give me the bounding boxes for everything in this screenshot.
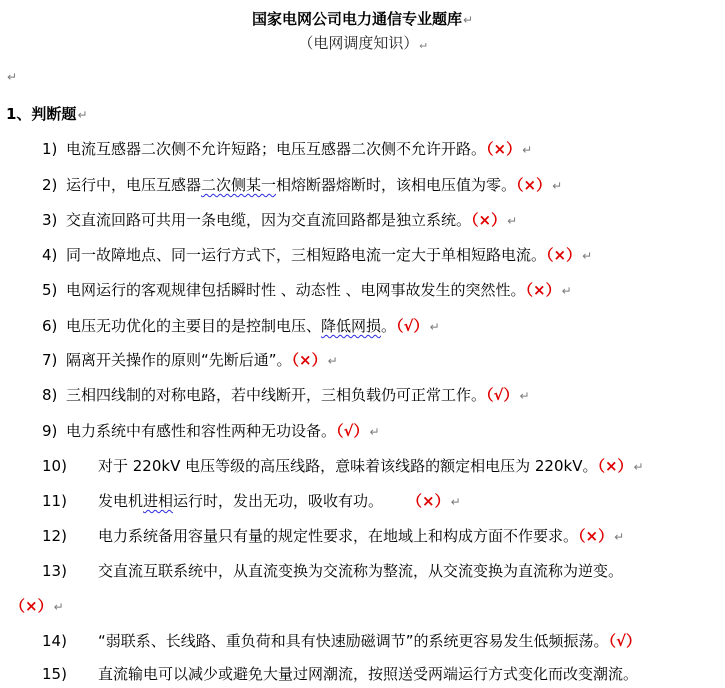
answer-mark: （×）: [486, 140, 522, 158]
question-text: 。: [381, 317, 397, 335]
question-item: [42, 560, 623, 581]
paragraph-mark-icon: ↵: [462, 13, 474, 27]
paragraph-mark-icon: ↵: [77, 108, 88, 122]
question-number: 6): [42, 317, 58, 335]
paragraph-mark-icon: ↵: [450, 495, 461, 509]
answer-mark: （×）: [291, 351, 327, 369]
question-text: 三相四线制的对称电路，若中线断开，三相负载仍可正常工作。: [66, 386, 487, 404]
question-item: [42, 490, 461, 511]
question-text-flagged: 进相: [143, 492, 174, 510]
answer-mark: （×）: [516, 176, 552, 194]
question-text: 相熔断器熔断时，该相电压值为零。: [276, 176, 517, 194]
question-text: 电流互感器二次侧不允许短路；电压互感器二次侧不允许开路。: [66, 140, 487, 158]
question-item: [42, 455, 644, 476]
paragraph-mark-icon: ↵: [369, 425, 380, 439]
paragraph-mark-icon: ↵: [507, 214, 518, 228]
question-item: [42, 174, 562, 195]
answer-mark: （×）: [578, 527, 614, 545]
paragraph-mark-icon: ↵: [7, 70, 18, 84]
question-number: 9): [42, 422, 58, 440]
document-subtitle: [0, 32, 725, 53]
question-number: 7): [42, 351, 58, 369]
answer-mark: （×）: [597, 457, 633, 475]
question-item: [42, 525, 624, 546]
question-text: 电力系统备用容量只有量的规定性要求，在地域上和构成方面不作要求。: [98, 527, 579, 545]
question-item: [42, 138, 532, 159]
question-number: 14): [42, 632, 67, 650]
question-number: 4): [42, 246, 58, 264]
question-text: 隔离开关操作的原则“先断后通”。: [66, 351, 292, 369]
question-item: [42, 315, 440, 336]
question-text: 运行时，发出无功，吸收有功。: [173, 492, 384, 510]
paragraph-mark-icon: ↵: [429, 320, 440, 334]
subtitle-text: （电网调度知识）: [298, 34, 419, 52]
paragraph-mark-icon: ↵: [582, 249, 593, 263]
document-title: [0, 8, 725, 29]
question-number: 1): [42, 140, 58, 158]
answer-mark: （×）: [525, 281, 561, 299]
question-text: 运行中，电压互感器: [66, 176, 202, 194]
question-item: [42, 663, 638, 684]
question-text: 电力系统中有感性和容性两种无功设备。: [66, 422, 337, 440]
paragraph-mark-icon: ↵: [53, 600, 64, 614]
question-item-continuation: [10, 595, 64, 616]
paragraph-mark-icon: ↵: [633, 460, 644, 474]
question-number: 8): [42, 386, 58, 404]
section-heading: [6, 103, 88, 124]
question-text-flagged: 降低网损: [321, 317, 382, 335]
answer-mark: （×）: [546, 246, 582, 264]
answer-mark: （√）: [608, 632, 642, 650]
question-text: 电网运行的客观规律包括瞬时性 、动态性 、电网事故发生的突然性。: [66, 281, 526, 299]
question-number: 11): [42, 492, 67, 510]
title-text: 国家电网公司电力通信专业题库: [251, 10, 462, 28]
question-text: 电压无功优化的主要目的是控制电压、: [66, 317, 322, 335]
question-number: 2): [42, 176, 58, 194]
question-text-flagged: 二次侧某一: [201, 176, 277, 194]
question-item: [42, 349, 338, 370]
paragraph-mark-icon: ↵: [327, 354, 338, 368]
paragraph-mark-icon: ↵: [561, 284, 572, 298]
answer-mark: （×）: [471, 211, 507, 229]
question-text: 直流输电可以减少或避免大量过网潮流，按照送受两端运行方式变化而改变潮流。: [98, 665, 639, 683]
question-item: [42, 244, 592, 265]
question-number: 15): [42, 665, 67, 683]
question-text: 发电机: [98, 492, 144, 510]
answer-mark: （√）: [486, 386, 519, 404]
question-item: [42, 279, 572, 300]
question-number: 10): [42, 457, 67, 475]
question-text: 对于 220kV 电压等级的高压线路，意味着该线路的额定相电压为 220kV。: [98, 457, 598, 475]
question-number: 3): [42, 211, 58, 229]
question-number: 12): [42, 527, 67, 545]
paragraph-mark-icon: ↵: [614, 530, 625, 544]
answer-mark: （×）: [407, 492, 450, 510]
paragraph-mark-icon: ↵: [419, 37, 427, 51]
section-heading-text: 1、判断题: [6, 105, 77, 123]
answer-mark: （√）: [336, 422, 369, 440]
question-number: 5): [42, 281, 58, 299]
question-item: [42, 384, 530, 405]
paragraph-mark-icon: ↵: [522, 143, 533, 157]
answer-mark: （√）: [396, 317, 429, 335]
question-item: [42, 209, 517, 230]
question-text: 交直流互联系统中，从直流变换为交流称为整流，从交流变换为直流称为逆变。: [98, 562, 624, 580]
question-text: “弱联系、长线路、重负荷和具有快速励磁调节”的系统更容易发生低频振荡。: [98, 632, 609, 650]
paragraph-mark-icon: ↵: [552, 179, 563, 193]
question-number: 13): [42, 562, 67, 580]
paragraph-mark-icon: ↵: [519, 389, 530, 403]
answer-mark: （×）: [10, 597, 53, 615]
question-text: 交直流回路可共用一条电缆，因为交直流回路都是独立系统。: [66, 211, 472, 229]
question-item: [42, 630, 641, 651]
question-item: [42, 420, 380, 441]
question-text: 同一故障地点、同一运行方式下，三相短路电流一定大于单相短路电流。: [66, 246, 547, 264]
